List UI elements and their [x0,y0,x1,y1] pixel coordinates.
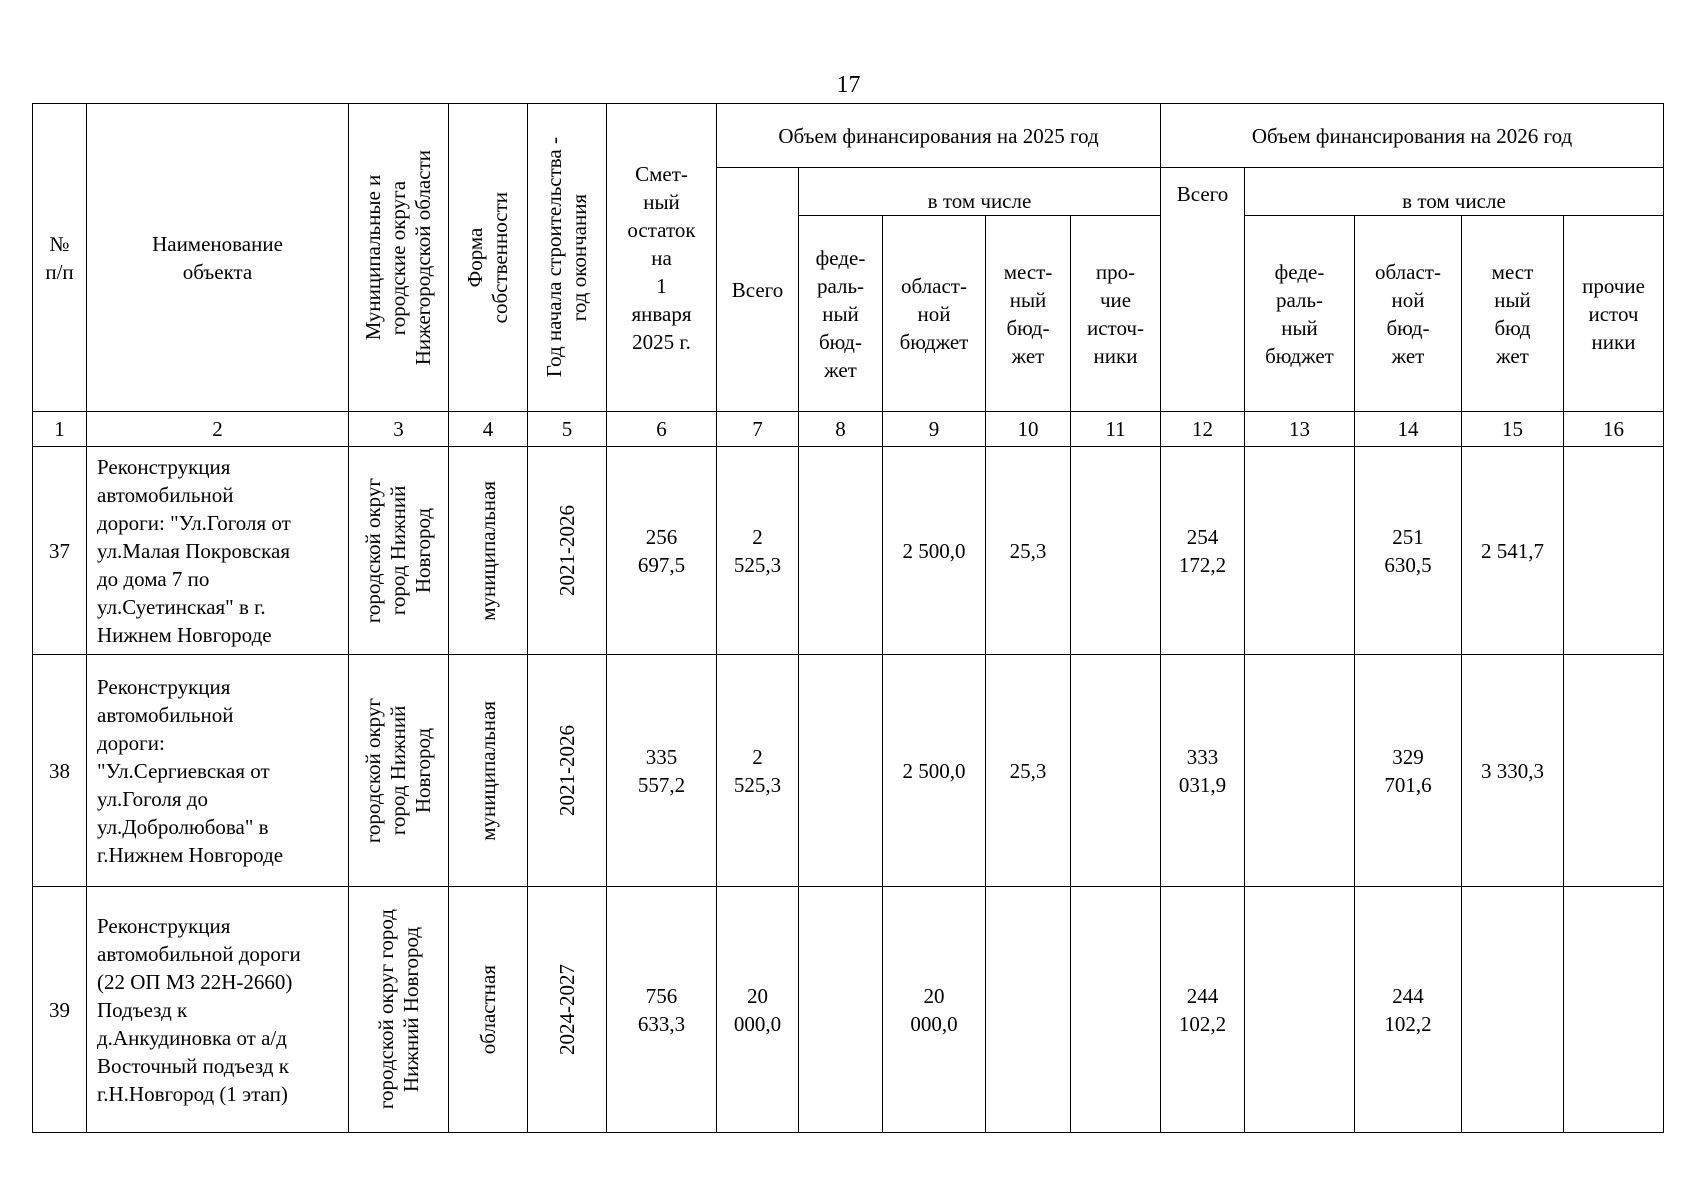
row-reg-2025: 2 500,0 [883,447,986,655]
row-years [528,655,607,887]
row-municipality [349,447,449,655]
header-num: № п/п [33,104,87,412]
page-number: 17 [836,72,861,98]
table-row [33,447,1664,655]
header-total-2025: Всего [717,168,799,412]
row-oth-2025 [1071,655,1161,887]
financing-table [32,103,1664,1133]
row-loc-2026: 2 541,7 [1462,447,1564,655]
row-oth-2026 [1564,447,1664,655]
header-fed-2025: феде- раль- ный бюд- жет [799,216,883,412]
column-number: 14 [1355,412,1462,447]
row-loc-2026 [1462,887,1564,1133]
column-number: 12 [1161,412,1245,447]
column-number: 5 [528,412,607,447]
row-fed-2025 [799,655,883,887]
row-oth-2025 [1071,887,1161,1133]
column-number: 11 [1071,412,1161,447]
header-municipality [349,104,449,412]
header-balance: Смет- ный остаток на 1 января 2025 г. [607,104,717,412]
row-loc-2025 [986,887,1071,1133]
row-ownership-text: муниципальная [475,700,500,841]
column-number: 1 [33,412,87,447]
row-municipality-text: городской округ город Нижний Новгород [361,477,435,624]
header-oth-2026: прочие источ ники [1564,216,1664,412]
header-oth-2025: про- чие источ- ники [1071,216,1161,412]
row-balance: 756 633,3 [607,887,717,1133]
row-years [528,447,607,655]
row-years-text: 2024-2027 [554,964,579,1055]
column-number: 7 [717,412,799,447]
row-total-2025: 2 525,3 [717,447,799,655]
row-reg-2026: 251 630,5 [1355,447,1462,655]
header-row-1 [33,104,1664,168]
row-num: 39 [33,887,87,1133]
column-number: 9 [883,412,986,447]
row-total-2025: 2 525,3 [717,655,799,887]
column-number: 6 [607,412,717,447]
row-num: 38 [33,655,87,887]
row-total-2026: 254 172,2 [1161,447,1245,655]
row-object-name: Реконструкция автомобильной дороги: "Ул.Сергиевская от ул.Гоголя до ул.Добролюбова" в г.Нижнем Новгороде [87,655,349,887]
header-name: Наименование объекта [87,104,349,412]
row-municipality-text: городской округ город Нижний Новгород [373,909,423,1110]
column-number: 10 [986,412,1071,447]
row-total-2026: 244 102,2 [1161,887,1245,1133]
row-fed-2026 [1245,447,1355,655]
header-reg-2025: област- ной бюджет [883,216,986,412]
row-loc-2025: 25,3 [986,655,1071,887]
row-object-name: Реконструкция автомобильной дороги: "Ул.Гоголя от ул.Малая Покровская до дома 7 по ул.Суетинская" в г. Нижнем Новгороде [87,447,349,655]
row-reg-2025: 20 000,0 [883,887,986,1133]
header-group-2025: Объем финансирования на 2025 год [717,104,1161,168]
header-group-2026: Объем финансирования на 2026 год [1161,104,1664,168]
column-number: 8 [799,412,883,447]
header-ownership [449,104,528,412]
row-years-text: 2021-2026 [554,505,579,596]
column-number: 15 [1462,412,1564,447]
row-ownership [449,887,528,1133]
row-years [528,887,607,1133]
header-years [528,104,607,412]
row-total-2025: 20 000,0 [717,887,799,1133]
row-municipality [349,887,449,1133]
column-number: 4 [449,412,528,447]
header-loc-2026: мест ный бюд жет [1462,216,1564,412]
row-oth-2025 [1071,447,1161,655]
row-years-text: 2021-2026 [554,725,579,816]
row-num: 37 [33,447,87,655]
row-total-2026: 333 031,9 [1161,655,1245,887]
column-number: 2 [87,412,349,447]
column-number: 13 [1245,412,1355,447]
row-fed-2025 [799,887,883,1133]
row-ownership [449,655,528,887]
row-fed-2025 [799,447,883,655]
row-balance: 256 697,5 [607,447,717,655]
row-reg-2026: 244 102,2 [1355,887,1462,1133]
row-ownership-text: муниципальная [475,480,500,621]
row-fed-2026 [1245,887,1355,1133]
column-number: 16 [1564,412,1664,447]
column-number: 3 [349,412,449,447]
row-oth-2026 [1564,655,1664,887]
row-ownership-text: областная [475,964,500,1055]
table-row [33,887,1664,1133]
table-row [33,655,1664,887]
header-total-2026: Всего [1161,168,1245,412]
row-reg-2025: 2 500,0 [883,655,986,887]
header-incl-2026: в том числе [1245,168,1664,216]
header-municipality-text: Муниципальные и городские округа Нижегородской области [361,149,435,366]
header-incl-2025: в том числе [799,168,1161,216]
column-number-row [33,412,1664,447]
header-fed-2026: феде- раль- ный бюджет [1245,216,1355,412]
row-loc-2025: 25,3 [986,447,1071,655]
row-fed-2026 [1245,655,1355,887]
row-object-name: Реконструкция автомобильной дороги (22 ОП МЗ 22Н-2660) Подъезд к д.Анкудиновка от а/д Восточный подъезд к г.Н.Новгород (1 этап) [87,887,349,1133]
row-municipality [349,655,449,887]
header-ownership-text: Форма собственности [463,191,512,324]
row-loc-2026: 3 330,3 [1462,655,1564,887]
header-reg-2026: област- ной бюд- жет [1355,216,1462,412]
row-balance: 335 557,2 [607,655,717,887]
row-reg-2026: 329 701,6 [1355,655,1462,887]
row-ownership [449,447,528,655]
header-years-text: Год начала строительства - год окончания [542,137,591,378]
header-loc-2025: мест- ный бюд- жет [986,216,1071,412]
row-oth-2026 [1564,887,1664,1133]
row-municipality-text: городской округ город Нижний Новгород [361,697,435,844]
